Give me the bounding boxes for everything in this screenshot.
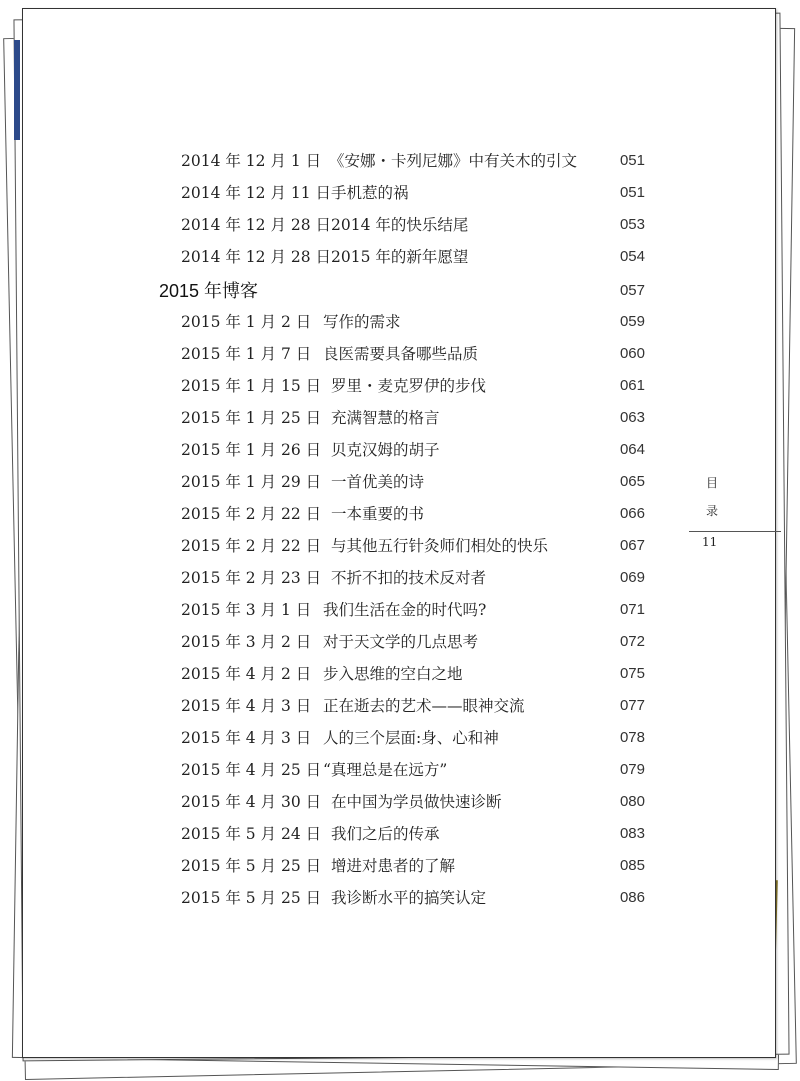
toc-entry — [181, 885, 645, 911]
entry-page: 064 — [619, 441, 645, 458]
entry-date: 2015 年 1 月 7 日 — [181, 345, 312, 363]
entry-title: 我们之后的传承 — [331, 825, 440, 843]
entry-title: 在中国为学员做快速诊断 — [331, 793, 502, 811]
entry-title: 正在逝去的艺术——眼神交流 — [323, 697, 525, 715]
toc-page — [22, 8, 776, 1058]
entry-title: 写作的需求 — [323, 313, 401, 331]
section-title: 2015 年博客 — [159, 281, 259, 301]
entry-date: 2015 年 2 月 22 日 — [181, 537, 322, 555]
toc-entry — [181, 853, 645, 879]
side-page-number: 11 — [702, 535, 718, 549]
toc-entry — [181, 725, 645, 751]
entry-page: 077 — [619, 697, 645, 714]
side-label-mu: 目 — [706, 476, 719, 490]
entry-date: 2014 年 12 月 1 日 — [181, 152, 322, 170]
toc-entry — [181, 469, 645, 495]
toc-entry — [181, 437, 645, 463]
cover-edge — [14, 40, 20, 140]
toc-entry — [181, 309, 645, 335]
toc-entry — [181, 597, 645, 623]
entry-date: 2015 年 1 月 26 日 — [181, 441, 322, 459]
entry-title: 2014 年的快乐结尾 — [331, 216, 469, 234]
toc-entry — [181, 373, 645, 399]
entry-title: 一首优美的诗 — [331, 473, 425, 491]
toc-entry — [181, 501, 645, 527]
entry-title: 《安娜・卡列尼娜》中有关木的引文 — [329, 152, 578, 170]
entry-title: 手机惹的祸 — [331, 184, 409, 202]
toc-entry — [181, 533, 645, 559]
section-page: 057 — [619, 282, 645, 299]
toc-entry — [181, 341, 645, 367]
entry-page: 086 — [619, 889, 645, 906]
toc-entry — [181, 212, 645, 238]
toc-entry — [181, 148, 645, 174]
entry-page: 059 — [619, 313, 645, 330]
entry-title: 增进对患者的了解 — [331, 857, 456, 875]
entry-page: 078 — [619, 729, 645, 746]
entry-page: 066 — [619, 505, 645, 522]
entry-page: 053 — [619, 216, 645, 233]
entry-title: 不折不扣的技术反对者 — [331, 569, 487, 587]
entry-date: 2015 年 2 月 22 日 — [181, 505, 322, 523]
entry-date: 2015 年 1 月 15 日 — [181, 377, 322, 395]
entry-page: 063 — [619, 409, 645, 426]
entry-date: 2015 年 5 月 25 日 — [181, 857, 322, 875]
toc-entry — [181, 661, 645, 687]
entry-date: 2015 年 4 月 30 日 — [181, 793, 322, 811]
entry-page: 060 — [619, 345, 645, 362]
toc-entry — [181, 565, 645, 591]
entry-date: 2015 年 1 月 25 日 — [181, 409, 322, 427]
entry-date: 2015 年 4 月 3 日 — [181, 729, 312, 747]
entry-date: 2015 年 5 月 25 日 — [181, 889, 322, 907]
entry-title: 对于天文学的几点思考 — [323, 633, 479, 651]
toc-entry — [181, 405, 645, 431]
entry-page: 071 — [619, 601, 645, 618]
entry-title: 人的三个层面:身、心和神 — [323, 729, 499, 747]
side-label-lu: 录 — [706, 504, 719, 518]
entry-date: 2014 年 12 月 28 日 — [181, 216, 332, 234]
toc-entry — [181, 244, 645, 270]
entry-title: 2015 年的新年愿望 — [331, 248, 469, 266]
toc-entry — [181, 789, 645, 815]
entry-page: 051 — [619, 152, 645, 169]
entry-date: 2015 年 4 月 25 日 — [181, 761, 322, 779]
entry-page: 075 — [619, 665, 645, 682]
entry-page: 061 — [619, 377, 645, 394]
toc-entry — [181, 180, 645, 206]
entry-date: 2015 年 5 月 24 日 — [181, 825, 322, 843]
entry-date: 2015 年 2 月 23 日 — [181, 569, 322, 587]
entry-page: 067 — [619, 537, 645, 554]
entry-page: 072 — [619, 633, 645, 650]
entry-title: 贝克汉姆的胡子 — [331, 441, 440, 459]
entry-date: 2014 年 12 月 11 日 — [181, 184, 332, 202]
entry-title: 充满智慧的格言 — [331, 409, 440, 427]
entry-page: 085 — [619, 857, 645, 874]
entry-title: 步入思维的空白之地 — [323, 665, 463, 683]
entry-title: 一本重要的书 — [331, 505, 425, 523]
entry-date: 2015 年 4 月 2 日 — [181, 665, 312, 683]
entry-date: 2015 年 4 月 3 日 — [181, 697, 312, 715]
entry-title: 良医需要具备哪些品质 — [323, 345, 479, 363]
entry-page: 054 — [619, 248, 645, 265]
toc-entry — [181, 821, 645, 847]
entry-date: 2014 年 12 月 28 日 — [181, 248, 332, 266]
entry-date: 2015 年 3 月 1 日 — [181, 601, 312, 619]
toc-entry — [181, 757, 645, 783]
entry-date: 2015 年 3 月 2 日 — [181, 633, 312, 651]
entry-page: 069 — [619, 569, 645, 586]
entry-page: 051 — [619, 184, 645, 201]
entry-date: 2015 年 1 月 2 日 — [181, 313, 312, 331]
entry-title: “真理总是在远方” — [323, 761, 448, 779]
toc-entry — [181, 629, 645, 655]
entry-page: 065 — [619, 473, 645, 490]
entry-page: 079 — [619, 761, 645, 778]
entry-date: 2015 年 1 月 29 日 — [181, 473, 322, 491]
entry-title: 我们生活在金的时代吗? — [323, 601, 487, 619]
entry-title: 罗里・麦克罗伊的步伐 — [331, 377, 487, 395]
entry-title: 与其他五行针灸师们相处的快乐 — [331, 537, 549, 555]
entry-page: 083 — [619, 825, 645, 842]
entry-title: 我诊断水平的搞笑认定 — [331, 889, 487, 907]
section-heading — [159, 277, 645, 305]
side-divider — [689, 531, 781, 532]
toc-entry — [181, 693, 645, 719]
entry-page: 080 — [619, 793, 645, 810]
